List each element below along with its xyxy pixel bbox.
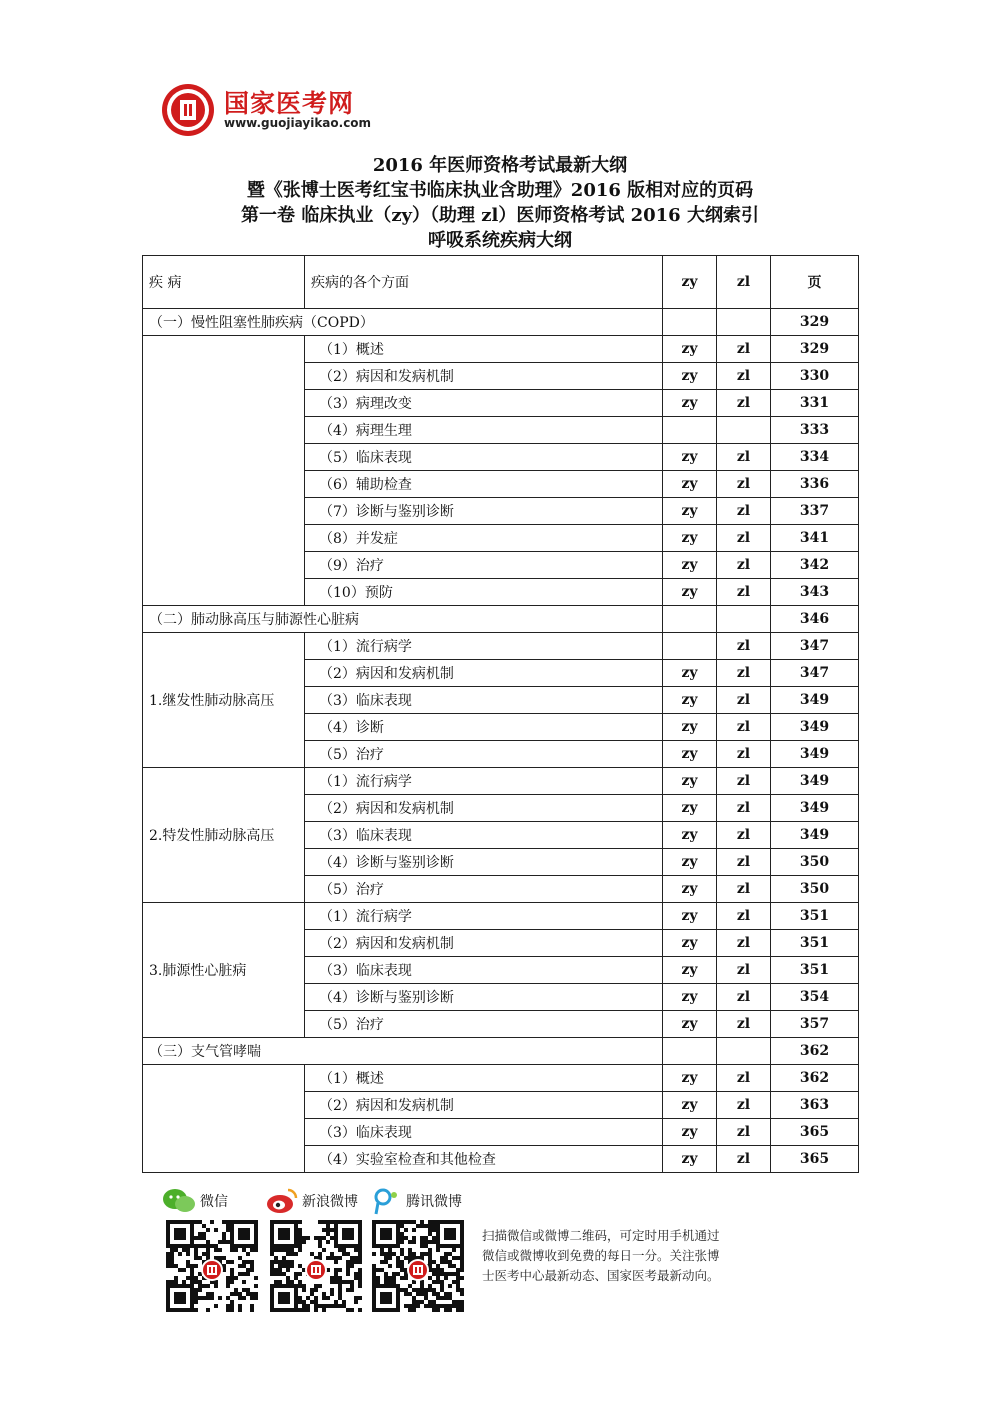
table-row xyxy=(143,903,859,930)
page-cell: 343 xyxy=(771,579,859,606)
aspect-cell: （7）诊断与鉴别诊断 xyxy=(305,498,663,525)
social-wechat[interactable] xyxy=(162,1186,228,1216)
zl-cell: zl xyxy=(717,741,771,768)
zy-cell: zy xyxy=(663,363,717,390)
aspect-cell: （4）诊断与鉴别诊断 xyxy=(305,849,663,876)
aspect-cell: （4）实验室检查和其他检查 xyxy=(305,1146,663,1173)
zl-cell: zl xyxy=(717,1146,771,1173)
zl-cell: zl xyxy=(717,525,771,552)
disease-label: 1.继发性肺动脉高压 xyxy=(143,633,305,768)
aspect-cell: （2）病因和发病机制 xyxy=(305,363,663,390)
zl-cell: zl xyxy=(717,768,771,795)
footer-note: 扫描微信或微博二维码，可定时用手机通过微信或微博收到免费的每日一分。关注张博士医考中心最新动态、国家医考最新动向。 xyxy=(482,1228,720,1283)
aspect-cell: （2）病因和发病机制 xyxy=(305,660,663,687)
title-line-2: 暨《张博士医考红宝书临床执业含助理》2016 版相对应的页码 xyxy=(246,180,754,201)
aspect-cell: （3）临床表现 xyxy=(305,1119,663,1146)
page-cell: 363 xyxy=(771,1092,859,1119)
zy-cell: zy xyxy=(663,498,717,525)
syllabus-table xyxy=(142,255,859,1173)
logo-name: 国家医考网 xyxy=(224,89,355,118)
social-wechat-label: 微信 xyxy=(200,1194,228,1210)
aspect-cell: （1）流行病学 xyxy=(305,903,663,930)
zl-cell: zl xyxy=(717,795,771,822)
section-title: （二）肺动脉高压与肺源性心脏病 xyxy=(143,606,663,633)
section-page: 346 xyxy=(771,606,859,633)
social-weibo-label: 新浪微博 xyxy=(302,1194,358,1210)
table-row xyxy=(143,633,859,660)
page-cell: 349 xyxy=(771,741,859,768)
section-title: （一）慢性阻塞性肺疾病（COPD） xyxy=(143,309,663,336)
social-tencent-weibo[interactable] xyxy=(372,1186,462,1216)
zl-cell: zl xyxy=(717,1065,771,1092)
zy-cell: zy xyxy=(663,390,717,417)
aspect-cell: （3）病理改变 xyxy=(305,390,663,417)
social-sina-weibo[interactable] xyxy=(266,1186,358,1216)
page-cell: 357 xyxy=(771,1011,859,1038)
zl-cell: zl xyxy=(717,1119,771,1146)
footer xyxy=(162,1186,862,1326)
zy-cell: zy xyxy=(663,903,717,930)
zy-cell: zy xyxy=(663,822,717,849)
page-cell: 349 xyxy=(771,714,859,741)
zl-cell: zl xyxy=(717,660,771,687)
section-row xyxy=(143,1038,859,1065)
disease-label: 2.特发性肺动脉高压 xyxy=(143,768,305,903)
zy-cell: zy xyxy=(663,984,717,1011)
zl-cell: zl xyxy=(717,876,771,903)
header-aspect: 疾病的各个方面 xyxy=(305,256,663,309)
zy-cell: zy xyxy=(663,930,717,957)
zy-cell: zy xyxy=(663,876,717,903)
aspect-cell: （5）治疗 xyxy=(305,876,663,903)
wechat-qr-code-icon xyxy=(166,1220,258,1312)
page-cell: 331 xyxy=(771,390,859,417)
zy-cell: zy xyxy=(663,741,717,768)
site-logo xyxy=(160,78,420,140)
page-cell: 350 xyxy=(771,876,859,903)
page-cell: 350 xyxy=(771,849,859,876)
zy-cell xyxy=(663,633,717,660)
aspect-cell: （6）辅助检查 xyxy=(305,471,663,498)
header-zl: zl xyxy=(717,256,771,309)
zy-cell: zy xyxy=(663,849,717,876)
seal-logo-icon xyxy=(160,82,216,138)
zy-cell: zy xyxy=(663,660,717,687)
section-row xyxy=(143,309,859,336)
section-page: 329 xyxy=(771,309,859,336)
section-page: 362 xyxy=(771,1038,859,1065)
section-zl xyxy=(717,1038,771,1065)
document-titles xyxy=(0,153,1000,253)
wechat-icon xyxy=(162,1187,196,1215)
zl-cell: zl xyxy=(717,579,771,606)
page-cell: 351 xyxy=(771,903,859,930)
zy-cell: zy xyxy=(663,525,717,552)
zy-cell: zy xyxy=(663,1011,717,1038)
zl-cell: zl xyxy=(717,633,771,660)
zl-cell: zl xyxy=(717,498,771,525)
zl-cell: zl xyxy=(717,471,771,498)
zl-cell: zl xyxy=(717,363,771,390)
title-line-1: 2016 年医师资格考试最新大纲 xyxy=(372,155,628,176)
page-cell: 333 xyxy=(771,417,859,444)
section-zy xyxy=(663,606,717,633)
zl-cell: zl xyxy=(717,849,771,876)
page-cell: 347 xyxy=(771,660,859,687)
page-cell: 365 xyxy=(771,1146,859,1173)
section-zl xyxy=(717,606,771,633)
tencent-qr-code-icon xyxy=(372,1220,464,1312)
zl-cell: zl xyxy=(717,822,771,849)
zl-cell: zl xyxy=(717,957,771,984)
aspect-cell: （10）预防 xyxy=(305,579,663,606)
title-line-3: 第一卷 临床执业（zy）（助理 zl）医师资格考试 2016 大纲索引 xyxy=(241,205,759,226)
aspect-cell: （3）临床表现 xyxy=(305,687,663,714)
zy-cell: zy xyxy=(663,579,717,606)
aspect-cell: （3）临床表现 xyxy=(305,957,663,984)
header-disease: 疾 病 xyxy=(143,256,305,309)
aspect-cell: （4）诊断 xyxy=(305,714,663,741)
header-zy: zy xyxy=(663,256,717,309)
zl-cell: zl xyxy=(717,930,771,957)
page-cell: 347 xyxy=(771,633,859,660)
page-cell: 337 xyxy=(771,498,859,525)
table-header-row xyxy=(143,256,859,309)
page-cell: 351 xyxy=(771,957,859,984)
aspect-cell: （4）诊断与鉴别诊断 xyxy=(305,984,663,1011)
weibo-qr-code-icon xyxy=(270,1220,362,1312)
zy-cell: zy xyxy=(663,687,717,714)
title-line-4: 呼吸系统疾病大纲 xyxy=(428,230,572,251)
zy-cell: zy xyxy=(663,471,717,498)
page-cell: 354 xyxy=(771,984,859,1011)
zl-cell: zl xyxy=(717,687,771,714)
aspect-cell: （2）病因和发病机制 xyxy=(305,795,663,822)
section-zy xyxy=(663,1038,717,1065)
zy-cell: zy xyxy=(663,957,717,984)
page-cell: 349 xyxy=(771,768,859,795)
page-cell: 365 xyxy=(771,1119,859,1146)
aspect-cell: （2）病因和发病机制 xyxy=(305,930,663,957)
social-tencent-label: 腾讯微博 xyxy=(406,1194,462,1210)
zy-cell: zy xyxy=(663,1065,717,1092)
aspect-cell: （1）流行病学 xyxy=(305,768,663,795)
section-title: （三）支气管哮喘 xyxy=(143,1038,663,1065)
sina-weibo-icon xyxy=(266,1187,298,1215)
aspect-cell: （5）治疗 xyxy=(305,741,663,768)
aspect-cell: （5）治疗 xyxy=(305,1011,663,1038)
zy-cell: zy xyxy=(663,336,717,363)
zl-cell: zl xyxy=(717,552,771,579)
disease-label xyxy=(143,1065,305,1173)
page-cell: 351 xyxy=(771,930,859,957)
aspect-cell: （9）治疗 xyxy=(305,552,663,579)
page-cell: 334 xyxy=(771,444,859,471)
table-row xyxy=(143,336,859,363)
zy-cell: zy xyxy=(663,1092,717,1119)
table-row xyxy=(143,1065,859,1092)
page-cell: 349 xyxy=(771,795,859,822)
aspect-cell: （2）病因和发病机制 xyxy=(305,1092,663,1119)
page-cell: 341 xyxy=(771,525,859,552)
zy-cell: zy xyxy=(663,1119,717,1146)
disease-label: 3.肺源性心脏病 xyxy=(143,903,305,1038)
zl-cell: zl xyxy=(717,1092,771,1119)
zl-cell: zl xyxy=(717,390,771,417)
aspect-cell: （1）流行病学 xyxy=(305,633,663,660)
zl-cell: zl xyxy=(717,444,771,471)
aspect-cell: （8）并发症 xyxy=(305,525,663,552)
page-cell: 362 xyxy=(771,1065,859,1092)
zl-cell xyxy=(717,417,771,444)
tencent-weibo-icon xyxy=(372,1187,402,1215)
zl-cell: zl xyxy=(717,1011,771,1038)
header-page: 页 xyxy=(771,256,859,309)
table-row xyxy=(143,768,859,795)
aspect-cell: （1）概述 xyxy=(305,1065,663,1092)
section-zl xyxy=(717,309,771,336)
zy-cell: zy xyxy=(663,768,717,795)
aspect-cell: （4）病理生理 xyxy=(305,417,663,444)
zl-cell: zl xyxy=(717,903,771,930)
section-row xyxy=(143,606,859,633)
page-cell: 336 xyxy=(771,471,859,498)
section-zy xyxy=(663,309,717,336)
page-cell: 349 xyxy=(771,687,859,714)
zl-cell: zl xyxy=(717,714,771,741)
disease-label xyxy=(143,336,305,606)
zy-cell: zy xyxy=(663,795,717,822)
page-cell: 342 xyxy=(771,552,859,579)
zy-cell: zy xyxy=(663,444,717,471)
zy-cell xyxy=(663,417,717,444)
zl-cell: zl xyxy=(717,984,771,1011)
zy-cell: zy xyxy=(663,1146,717,1173)
aspect-cell: （1）概述 xyxy=(305,336,663,363)
logo-url[interactable]: www.guojiayikao.com xyxy=(224,116,372,130)
zy-cell: zy xyxy=(663,714,717,741)
aspect-cell: （3）临床表现 xyxy=(305,822,663,849)
page-cell: 329 xyxy=(771,336,859,363)
zy-cell: zy xyxy=(663,552,717,579)
page-cell: 349 xyxy=(771,822,859,849)
zl-cell: zl xyxy=(717,336,771,363)
page-cell: 330 xyxy=(771,363,859,390)
aspect-cell: （5）临床表现 xyxy=(305,444,663,471)
